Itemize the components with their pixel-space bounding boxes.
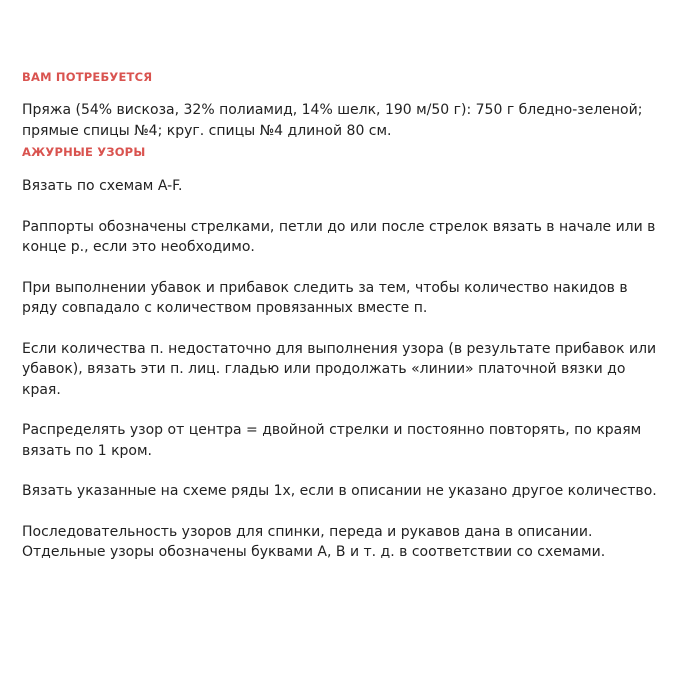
paragraph-rows-once: Вязать указанные на схеме ряды 1х, если в описании не указано другое количество. xyxy=(22,483,657,499)
paragraph-pattern-sequence: Последовательность узоров для спинки, переда и рукавов дана в описании. Отдельные узоры обозначены буквами А, В и т. д. в соответствии со схемами. xyxy=(22,523,606,560)
materials-yarn-paragraph: Пряжа (54% вискоза, 32% полиамид, 14% шелк, 190 м/50 г): 750 г бледно-зеленой; прямые спицы №4; круг. спицы №4 длиной 80 см. xyxy=(22,102,643,139)
section-heading-materials: ВАМ ПОТРЕБУЕТСЯ xyxy=(22,70,153,84)
paragraph-repeats: Раппорты обозначены стрелками, петли до или после стрелок вязать в начале или в конце р., если это необходимо. xyxy=(22,218,656,255)
paragraph-increases-decreases: При выполнении убавок и прибавок следить за тем, чтобы количество накидов в ряду совпадало с количеством провязанных вместе п. xyxy=(22,279,628,316)
section-heading-lace-patterns: АЖУРНЫЕ УЗОРЫ xyxy=(22,145,146,159)
paragraph-charts: Вязать по схемам A-F. xyxy=(22,178,183,194)
document-body xyxy=(22,70,662,563)
paragraph-pattern-distribution: Распределять узор от центра = двойной стрелки и постоянно повторять, по краям вязать по 1 кром. xyxy=(22,422,642,459)
paragraph-insufficient-stitches: Если количества п. недостаточно для выполнения узора (в результате прибавок или убавок), вязать эти п. лиц. гладью или продолжать «линии» платочной вязки до края. xyxy=(22,340,657,398)
